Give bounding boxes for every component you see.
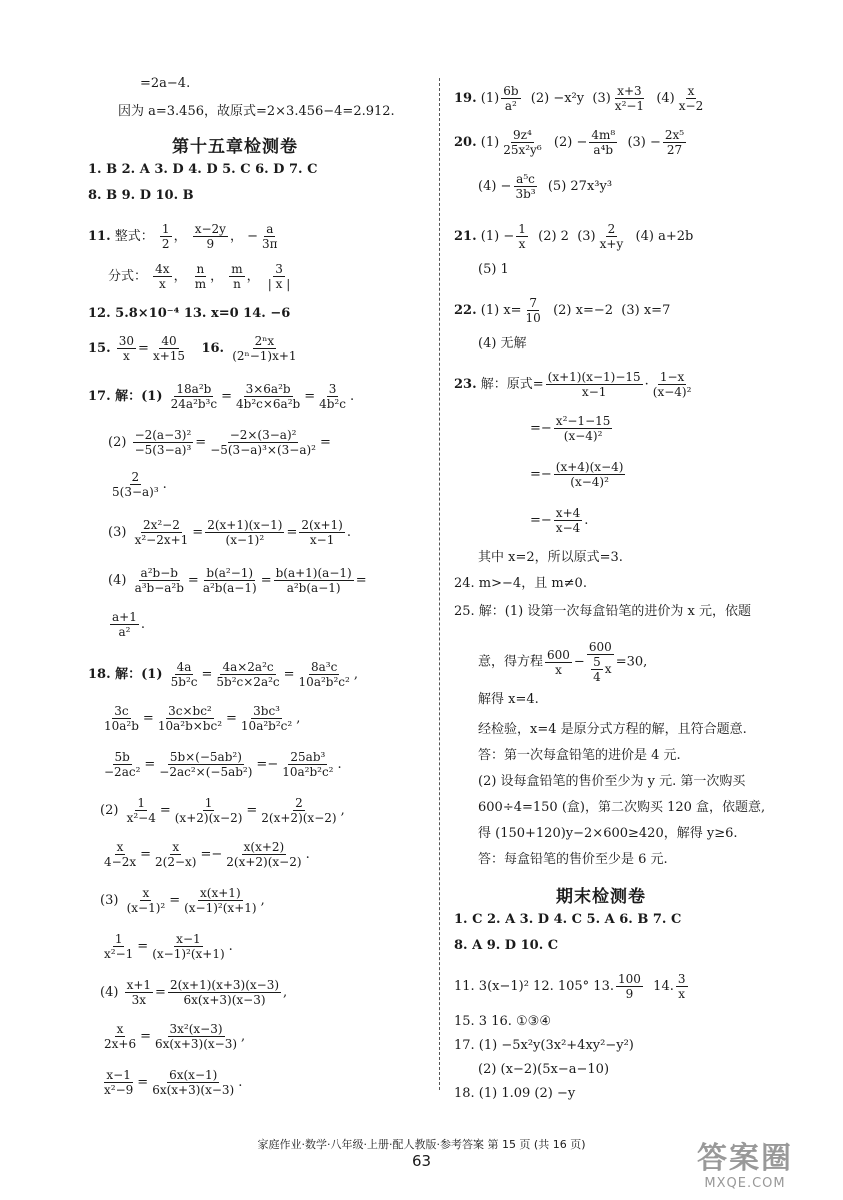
text-line: 因为 a=3.456，故原式=2×3.456−4=2.912. [118, 104, 395, 119]
answer-line: =− $\frac{x+4}{x-4}$ . [530, 506, 589, 535]
answer-line: 21. (1) − $\frac{1}{x}$ (2) 2 (3) $\frac{2}{x+y}$ (4) a+2b [454, 222, 694, 251]
answer-line: 15. $\frac{30}{x}$ = $\frac{40}{x+15}$ 16. $\frac{\text{2ⁿx}}{\text{(2ⁿ−1)x+1}}$ [88, 334, 297, 363]
answer-line: (5) 1 [478, 262, 509, 277]
answer-line: =− $\frac{\text{x²−1−15}}{\text{(x−4)²}}$ [530, 414, 611, 443]
text-line: =2a−4. [140, 76, 191, 91]
answer-line: 17. (1) −5x²y(3x²+4xy²−y²) [454, 1038, 634, 1053]
answer-line: (4) $\frac{x+1}{3x}$ = $\frac{2(x+1)(x+3)(x-3)}{6x(x+3)(x-3)}$ , [100, 978, 288, 1007]
answer-line: 得 (150+120)y−2×600≥420，解得 y≥6. [478, 826, 738, 841]
page-footer: 家庭作业·数学·八年级·上册·配人教版·参考答案 第 15 页 (共 16 页) [257, 1138, 586, 1151]
answer-line: 18. 解：(1) $\frac{4a}{\text{5b²c}}$ = $\frac{\text{4a×2a²c}}{\text{5b²c×2a²c}}$ = $\frac{\text{8a³c}}{\text{10a²b²c²}}$ , [88, 660, 358, 689]
answer-line: (4) $\frac{\text{a²b−b}}{\text{a³b−a²b}}$ = $\frac{\text{b(a²−1)}}{\text{a²b(a−1)}}$ = $\frac{b(a+1)(a-1)}{\text{a²b(a−1)}}$ = [108, 566, 367, 595]
answer-line: 17. 解：(1) $\frac{\text{18a²b}}{\text{24a²b³c}}$ = $\frac{\text{3×6a²b}}{\text{4b²c×6a²b}}$ = $\frac{3}{\text{4b²c}}$ . [88, 382, 355, 411]
answer-line: (3) $\frac{\text{2x²−2}}{\text{x²−2x+1}}$ = $\frac{2(x+1)(x-1)}{\text{(x−1)²}}$ = $\frac{2(x+1)}{x-1}$ . [108, 518, 351, 547]
answer-line: 答：第一次每盒铅笔的进价是 4 元. [478, 748, 681, 763]
watermark-logo [665, 1142, 825, 1194]
answer-line: (2) 设每盒铅笔的售价至少为 y 元. 第一次购买 [478, 774, 746, 789]
answer-line: $\frac{2}{\text{5(3−a)³}}$ . [112, 470, 167, 499]
answer-line: 答：每盒铅笔的售价至少是 6 元. [478, 852, 668, 867]
answer-line: $\frac{x-1}{\text{x²−9}}$ = $\frac{6x(x-1)}{6x(x+3)(x-3)}$ . [104, 1068, 243, 1097]
answer-line: $\frac{3c}{\text{10a²b}}$ = $\frac{\text{3c×bc²}}{\text{10a²b×bc²}}$ = $\frac{\text{3bc³}}{\text{10a²b²c²}}$ , [104, 704, 301, 733]
column-divider [439, 78, 441, 1090]
answer-line: 22. (1) x= $\frac{7}{10}$ (2) x=−2 (3) x=7 [454, 296, 671, 325]
answer-line: 20. (1) $\frac{\text{9z⁴}}{\text{25x²y⁶}}$ (2) − $\frac{\text{4m⁸}}{\text{a⁴b}}$ (3) − $\frac{\text{2x⁵}}{27}$ [454, 128, 685, 157]
answer-line: 其中 x=2，所以原式=3. [478, 550, 623, 565]
answer-line: $\frac{x}{2x+6}$ = $\frac{\text{3x²(x−3)}}{6x(x+3)(x-3)}$ , [104, 1022, 246, 1051]
answer-line: 8. B 9. D 10. B [88, 188, 194, 203]
section-title: 期末检测卷 [556, 887, 646, 907]
answer-line: $\frac{x}{4-2x}$ = $\frac{x}{2(2-x)}$ =− $\frac{x(x+2)}{2(x+2)(x-2)}$ . [104, 840, 310, 869]
answer-line: 23. 解：原式= $\frac{(x+1)(x-1)-15}{x-1}$ · $\frac{1-x}{\text{(x−4)²}}$ [454, 370, 692, 399]
page-number: 63 [411, 1152, 432, 1170]
answer-line: 1. B 2. A 3. D 4. D 5. C 6. D 7. C [88, 162, 318, 177]
answer-line: $\frac{a+1}{\text{a²}}$ . [112, 610, 145, 639]
answer-line: 24. m>−4，且 m≠0. [454, 576, 587, 591]
section-title: 第十五章检测卷 [172, 137, 298, 157]
answer-line: $\frac{5b}{\text{−2ac²}}$ = $\frac{\text{5b×(−5ab²)}}{\text{−2ac²×(−5ab²)}}$ =− $\frac{\text{25ab³}}{\text{10a²b²c²}}$ . [104, 750, 342, 779]
answer-line: (3) $\frac{x}{\text{(x−1)²}}$ = $\frac{x(x+1)}{\text{(x−1)²(x+1)}}$ , [100, 886, 265, 915]
answer-line: 19. (1) $\frac{6b}{\text{a²}}$ (2) −x²y (3) $\frac{x+3}{\text{x²−1}}$ (4) $\frac{x}{x-2}$ [454, 84, 704, 113]
answer-line: 600÷4=150 (盒)，第二次购买 120 盒，依题意, [478, 800, 766, 815]
answer-line: 15. 3 16. ①③④ [454, 1014, 551, 1029]
watermark-text: 答案圈 [697, 1141, 793, 1176]
answer-line: 解得 x=4. [478, 692, 539, 707]
answer-line: 8. A 9. D 10. C [454, 938, 559, 953]
answer-line: (4) − $\frac{\text{a⁵c}}{\text{3b³}}$ (5) 27x³y³ [478, 172, 613, 201]
answer-line: 12. 5.8×10⁻⁴ 13. x=0 14. −6 [88, 306, 291, 321]
answer-line: 意，得方程 $\frac{600}{x}$ − 600 $\frac{5}{4}$ x =30, [478, 640, 648, 684]
answer-line: (2) (x−2)(5x−a−10) [478, 1062, 610, 1077]
watermark-url: MXQE.COM [704, 1176, 786, 1191]
answer-line: (2) $\frac{1}{\text{x²−4}}$ = $\frac{1}{(x+2)(x-2)}$ = $\frac{2}{2(x+2)(x-2)}$ , [100, 796, 345, 825]
answer-line: (2) $\frac{\text{−2(a−3)²}}{\text{−5(3−a)³}}$ = $\frac{\text{−2×(3−a)²}}{\text{−5(3−a)³×(3−a)²}}$ = [108, 428, 331, 457]
answer-line: 11. 整式： $\frac{1}{2}$ ， $\frac{x-2y}{9}$ ， − $\frac{a}{3\pi}$ [88, 222, 278, 251]
answer-line: $\frac{1}{\text{x²−1}}$ = $\frac{x-1}{\text{(x−1)²(x+1)}}$ . [104, 932, 233, 961]
answer-line: 25. 解：(1) 设第一次每盒铅笔的进价为 x 元，依题 [454, 604, 751, 619]
answer-line: 18. (1) 1.09 (2) −y [454, 1086, 576, 1101]
answer-line: 经检验，x=4 是原分式方程的解，且符合题意. [478, 722, 747, 737]
answer-line: 1. C 2. A 3. D 4. C 5. A 6. B 7. C [454, 912, 682, 927]
answer-line: 分式： $\frac{4x}{x}$ ， $\frac{n}{m}$ ， $\frac{m}{n}$ ， $\frac{3}{| x |}$ [108, 262, 291, 291]
answer-line: (4) 无解 [478, 336, 527, 351]
answer-line: =− $\frac{(x+4)(x-4)}{\text{(x−4)²}}$ [530, 460, 624, 489]
answer-line: 11. 3(x−1)² 12. 105° 13. $\frac{100}{9}$ 14. $\frac{3}{x}$ [454, 972, 686, 1001]
